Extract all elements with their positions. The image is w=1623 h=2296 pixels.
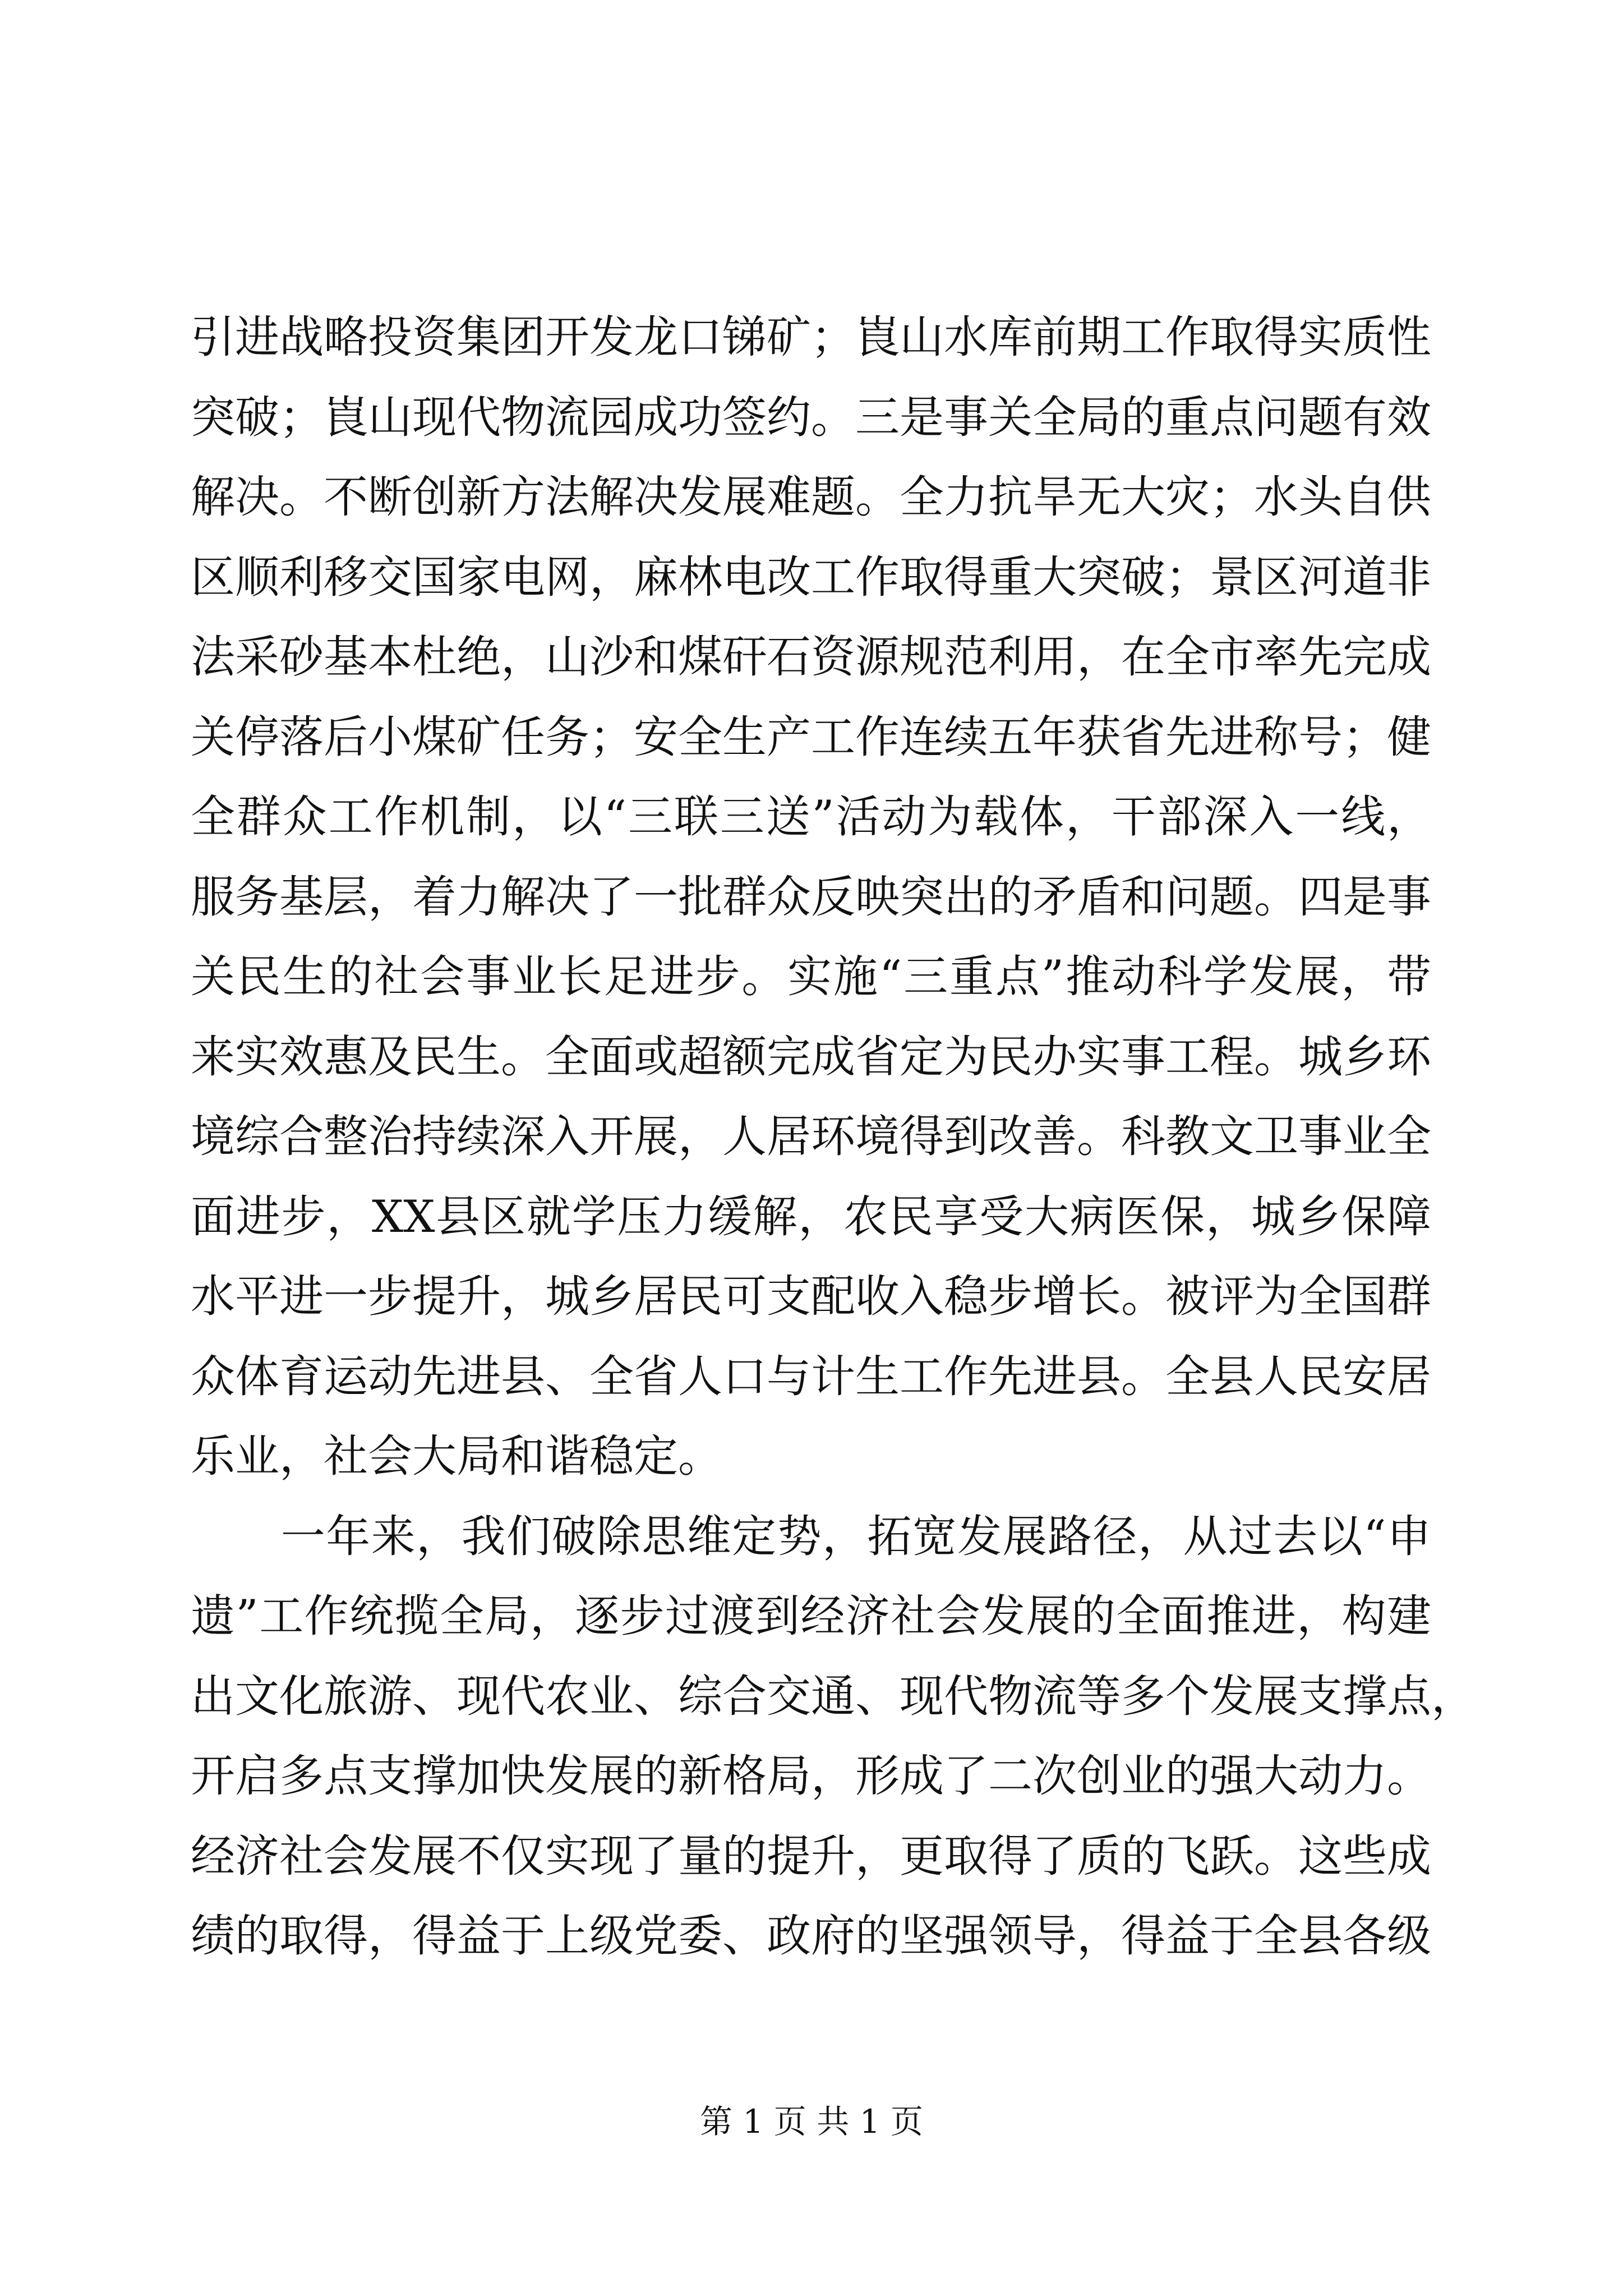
text-line: 服务基层，着力解决了一批群众反映突出的矛盾和问题。四是事 bbox=[191, 871, 1431, 923]
text-line: 经济社会发展不仅实现了量的提升，更取得了质的飞跃。这些成 bbox=[191, 1830, 1431, 1882]
body-text bbox=[191, 297, 1476, 1976]
text-line: 众体育运动先进县、全省人口与计生工作先进县。全县人民安居 bbox=[191, 1350, 1431, 1402]
text-line: 解决。不断创新方法解决发展难题。全力抗旱无大灾；水头自供 bbox=[191, 471, 1431, 523]
text-line: 区顺利移交国家电网，麻林电改工作取得重大突破；景区河道非 bbox=[191, 551, 1431, 603]
text-line: 引进战略投资集团开发龙口锑矿；崀山水库前期工作取得实质性 bbox=[191, 311, 1431, 363]
text-line: 法采砂基本杜绝，山沙和煤矸石资源规范利用，在全市率先完成 bbox=[191, 631, 1431, 683]
text-line: 全群众工作机制，以“三联三送”活动为载体，干部深入一线， bbox=[191, 791, 1431, 843]
text-line: 突破；崀山现代物流园成功签约。三是事关全局的重点问题有效 bbox=[191, 391, 1431, 443]
text-line: 绩的取得，得益于上级党委、政府的坚强领导，得益于全县各级 bbox=[191, 1910, 1431, 1962]
text-line-paragraph-start: 一年来，我们破除思维定势，拓宽发展路径，从过去以“申 bbox=[191, 1510, 1431, 1562]
text-line: 境综合整治持续深入开展，人居环境得到改善。科教文卫事业全 bbox=[191, 1111, 1431, 1162]
text-line: 面进步，XX县区就学压力缓解，农民享受大病医保，城乡保障 bbox=[191, 1190, 1431, 1243]
text-line: 来实效惠及民生。全面或超额完成省定为民办实事工程。城乡环 bbox=[191, 1030, 1431, 1083]
text-line: 水平进一步提升，城乡居民可支配收入稳步增长。被评为全国群 bbox=[191, 1271, 1431, 1322]
page-footer bbox=[0, 2099, 1623, 2144]
text-line: 关停落后小煤矿任务；安全生产工作连续五年获省先进称号；健 bbox=[191, 711, 1431, 763]
text-line: 遗”工作统揽全局，逐步过渡到经济社会发展的全面推进，构建 bbox=[191, 1590, 1431, 1642]
text-line: 出文化旅游、现代农业、综合交通、现代物流等多个发展支撑点， bbox=[191, 1670, 1476, 1722]
text-line: 关民生的社会事业长足进步。实施“三重点”推动科学发展，带 bbox=[191, 951, 1431, 1002]
text-line-paragraph-end: 乐业，社会大局和谐稳定。 bbox=[191, 1430, 722, 1482]
page-number-label: 第 1 页 共 1 页 bbox=[700, 2102, 923, 2141]
text-line: 开启多点支撑加快发展的新格局，形成了二次创业的强大动力。 bbox=[191, 1750, 1431, 1802]
